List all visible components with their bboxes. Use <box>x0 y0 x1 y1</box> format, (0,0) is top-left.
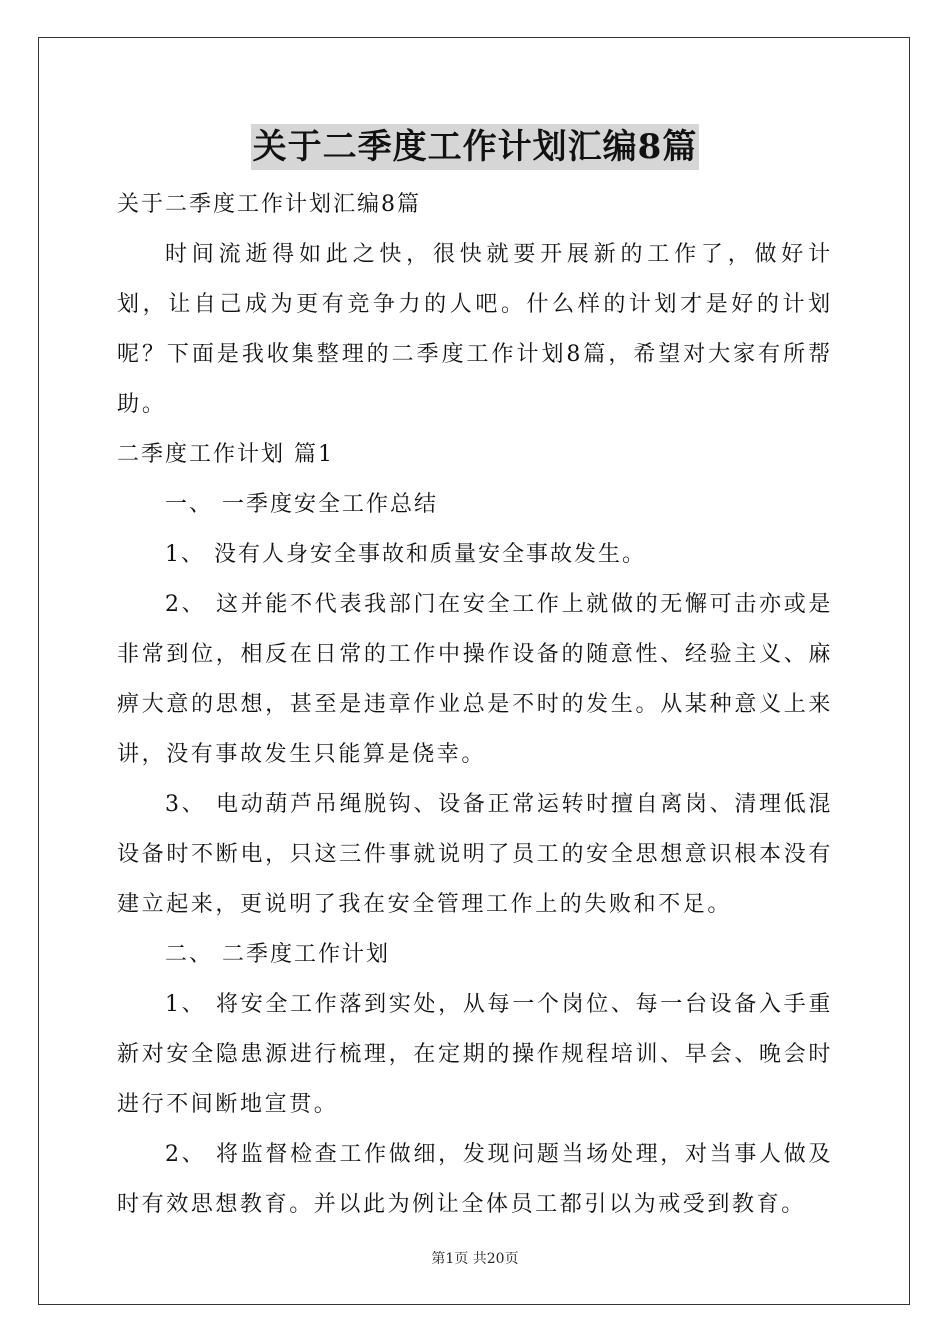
part-heading-summary: 一、 一季度安全工作总结 <box>165 492 438 517</box>
section-heading: 二季度工作计划 篇1 <box>117 442 334 467</box>
document-body <box>117 180 833 1230</box>
page-footer: 第1页 共20页 <box>431 1251 519 1267</box>
summary-item-3: 3、 电动葫芦吊绳脱钩、设备正常运转时擅自离岗、清理低混设备时不断电，只这三件事就说明了员工的安全思想意识根本没有建立起来，更说明了我在安全管理工作上的失败和不足。 <box>117 792 833 917</box>
summary-item-1: 1、 没有人身安全事故和质量安全事故发生。 <box>165 542 646 567</box>
part-heading-plan: 二、 二季度工作计划 <box>165 942 390 967</box>
document-title: 关于二季度工作计划汇编8篇 <box>251 124 700 170</box>
document-subtitle: 关于二季度工作计划汇编8篇 <box>117 192 421 217</box>
summary-item-2: 2、 这并能不代表我部门在安全工作上就做的无懈可击亦或是非常到位，相反在日常的工作中操作设备的随意性、经验主义、麻痹大意的思想，甚至是违章作业总是不时的发生。从某种意义上来讲，没有事故发生只能算是侥幸。 <box>117 592 833 767</box>
title-area <box>0 124 950 170</box>
plan-item-1: 1、 将安全工作落到实处，从每一个岗位、每一台设备入手重新对安全隐患源进行梳理，在定期的操作规程培训、早会、晚会时进行不间断地宣贯。 <box>117 992 833 1117</box>
intro-paragraph: 时间流逝得如此之快，很快就要开展新的工作了，做好计划，让自己成为更有竞争力的人吧。什么样的计划才是好的计划呢？下面是我收集整理的二季度工作计划8篇，希望对大家有所帮助。 <box>117 242 833 417</box>
plan-item-2: 2、 将监督检查工作做细，发现问题当场处理，对当事人做及时有效思想教育。并以此为例让全体员工都引以为戒受到教育。 <box>117 1142 833 1217</box>
